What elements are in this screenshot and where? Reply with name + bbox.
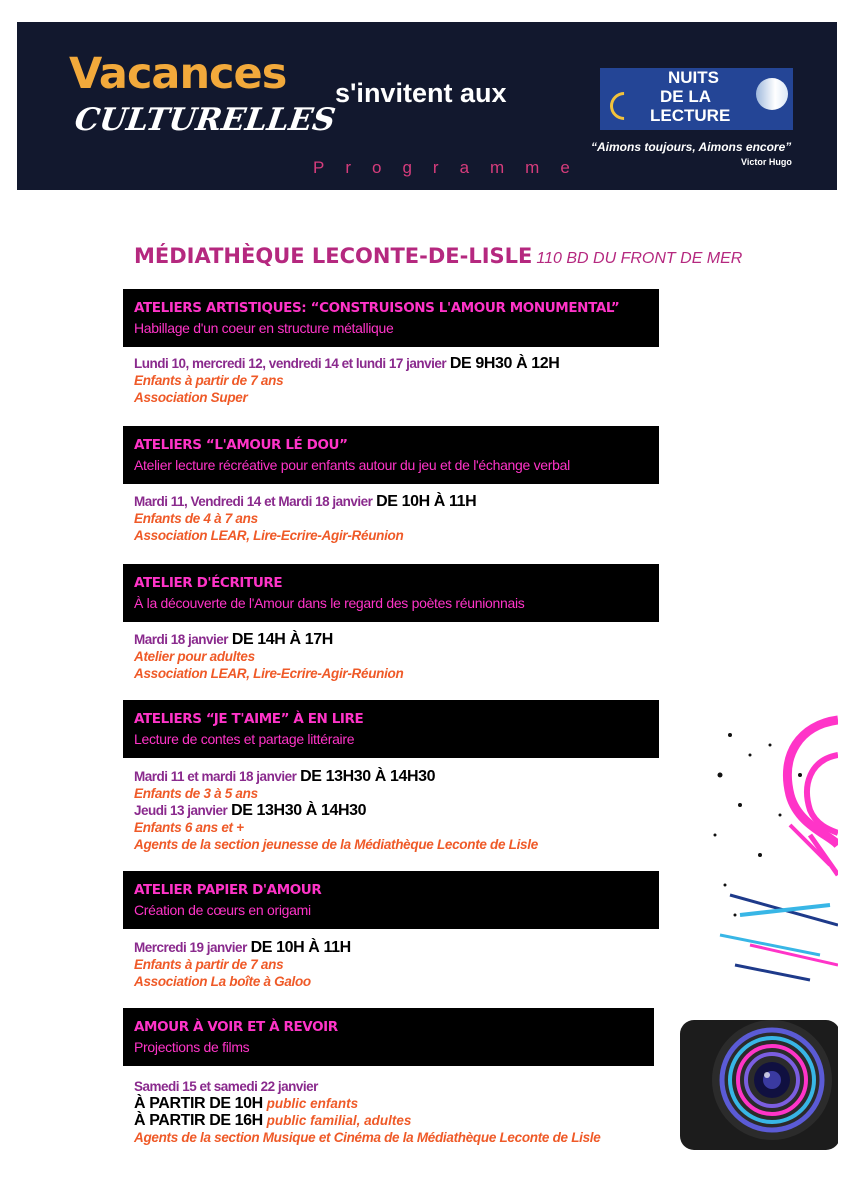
section-header [123,426,659,484]
session-dates: Samedi 15 et samedi 22 janvier [134,1079,318,1094]
header-banner [17,22,837,190]
quote-author: Victor Hugo [741,157,792,167]
section-subtitle: Projections de films [134,1039,250,1055]
session-dates: Lundi 10, mercredi 12, vendredi 14 et lundi 17 janvier [134,356,447,371]
section-subtitle: Lecture de contes et partage littéraire [134,731,355,747]
ndl-line1: NUITS [668,68,719,87]
section-subtitle: À la découverte de l'Amour dans le regard des poètes réunionnais [134,595,525,611]
session-dates: Mardi 18 janvier [134,632,229,647]
audience-note: Enfants 6 ans et + [134,820,244,835]
invite-text: s'invitent aux [335,78,507,108]
audience-note: Enfants de 3 à 5 ans [134,786,258,801]
organizer-note: Association La boîte à Galoo [134,974,311,989]
quote: “Aimons toujours, Aimons encore” [591,140,792,154]
session-time: DE 10H À 11H [250,939,351,956]
session-time: À PARTIR DE 10H [134,1095,263,1112]
session-time: DE 9H30 À 12H [449,355,560,372]
audience-note: Enfants à partir de 7 ans [134,957,284,972]
audience-note: public familial, adultes [266,1113,412,1128]
session-dates: Mercredi 19 janvier [134,940,247,955]
session-time: À PARTIR DE 16H [134,1112,263,1129]
audience-note: Enfants de 4 à 7 ans [134,511,258,526]
section-details [134,493,476,544]
section-details [134,631,403,682]
session-time: DE 13H30 À 14H30 [300,768,436,785]
programme-label: Programme [313,158,591,177]
full-moon-icon [756,78,788,110]
venue-heading [134,244,742,268]
venue-name: MÉDIATHÈQUE LECONTE-DE-LISLE [134,244,533,268]
section-details [134,1078,600,1146]
section-title: ATELIER D'ÉCRITURE [134,575,283,591]
section-header [123,700,659,758]
section-header [123,1008,654,1066]
venue-address: 110 BD DU FRONT DE MER [536,250,743,267]
section-title: ATELIERS ARTISTIQUES: “CONSTRUISONS L'AMOUR MONUMENTAL” [134,300,620,316]
crescent-moon-icon [604,86,644,126]
organizer-note: Agents de la section Musique et Cinéma de la Médiathèque Leconte de Lisle [134,1130,601,1145]
section-title: AMOUR À VOIR ET À REVOIR [134,1019,338,1035]
ndl-line2: DE LA [660,87,711,106]
organizer-note: Association Super [134,390,248,405]
section-details [134,939,351,990]
session-dates: Mardi 11, Vendredi 14 et Mardi 18 janvier [134,494,373,509]
section-header [123,289,659,347]
section-header [123,564,659,622]
organizer-note: Agents de la section jeunesse de la Médiathèque Leconte de Lisle [134,837,538,852]
section-subtitle: Création de cœurs en origami [134,902,311,918]
session-time: DE 10H À 11H [376,493,477,510]
session-dates: Mardi 11 et mardi 18 janvier [134,769,297,784]
ndl-line3: LECTURE [650,106,731,125]
section-subtitle: Atelier lecture récréative pour enfants autour du jeu et de l'échange verbal [134,457,570,473]
section-details [134,768,538,853]
nuits-de-la-lecture-logo [600,68,793,130]
camera-illustration [680,715,838,1185]
logo-culturelles: CULTURELLES [72,102,338,138]
section-details [134,355,559,406]
section-title: ATELIERS “JE T'AIME” À EN LIRE [134,711,364,727]
organizer-note: Association LEAR, Lire-Ecrire-Agir-Réunion [134,528,404,543]
logo-vacances: Vacances [69,49,287,99]
organizer-note: Association LEAR, Lire-Ecrire-Agir-Réunion [134,666,404,681]
section-subtitle: Habillage d'un coeur en structure métallique [134,320,394,336]
session-time: DE 14H À 17H [231,631,333,648]
session-dates: Jeudi 13 janvier [134,803,228,818]
section-header [123,871,659,929]
audience-note: Enfants à partir de 7 ans [134,373,284,388]
session-time: DE 13H30 À 14H30 [231,802,367,819]
audience-note: public enfants [266,1096,359,1111]
section-title: ATELIERS “L'AMOUR LÉ DOU” [134,437,348,453]
section-title: ATELIER PAPIER D'AMOUR [134,882,322,898]
audience-note: Atelier pour adultes [134,649,255,664]
